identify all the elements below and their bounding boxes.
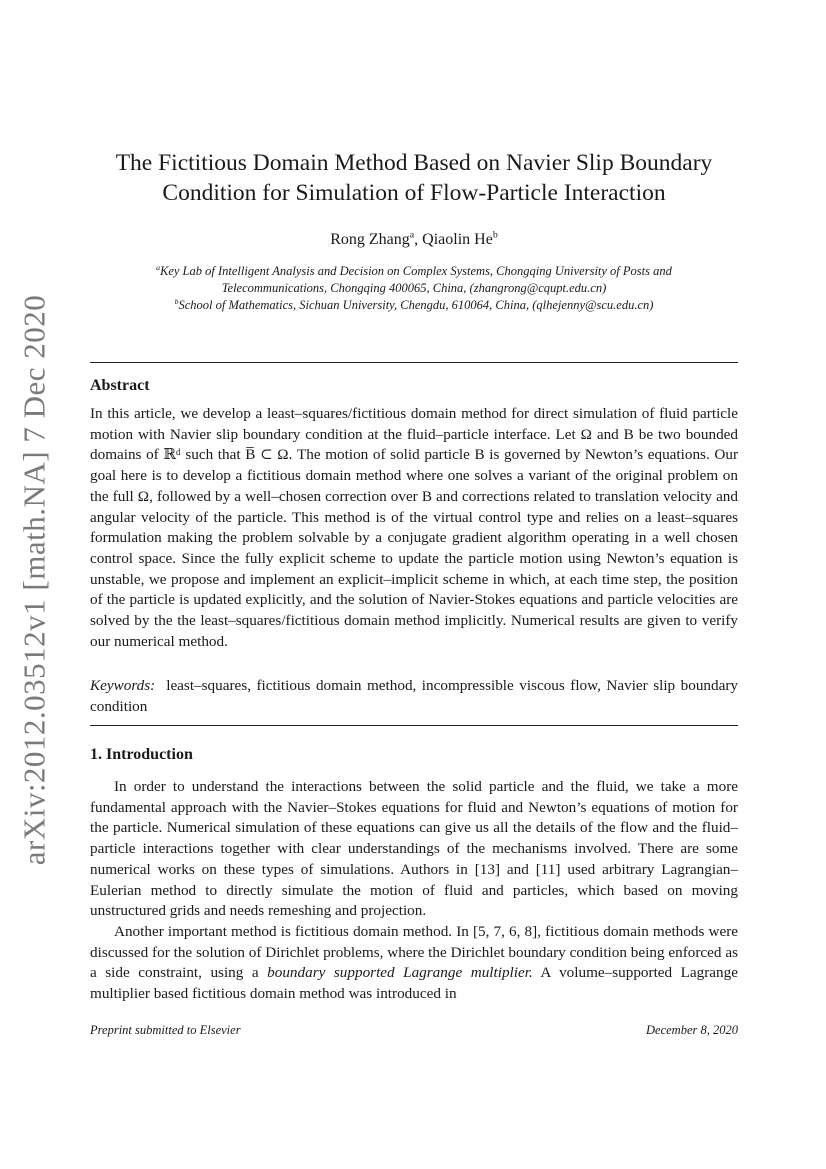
affiliation-a: [90, 263, 738, 280]
affiliation-b: [90, 297, 738, 314]
keywords-label: Keywords:: [90, 677, 156, 694]
author-name: Qiaolin He: [422, 231, 493, 248]
bottom-divider: [90, 725, 738, 726]
author-list: [90, 231, 738, 249]
affiliation-text: School of Mathematics, Sichuan University, Chengdu, 610064, China, (qlhejenny@scu.edu.cn): [178, 298, 654, 312]
keywords: [90, 676, 738, 717]
introduction-body: [90, 777, 738, 1005]
affiliations: [90, 263, 738, 314]
paragraph-text: Another important method is fictitious domain method. In [5, 7, 6, 8], fictitious domain methods were discussed for the solution of Dirichlet problems, where the Dirichlet boundary condition being enforced as a side constraint, using a: [90, 922, 738, 982]
affiliation-a-continued: Telecommunications, Chongqing 400065, China, (zhangrong@cqupt.edu.cn): [221, 281, 607, 295]
page-footer: [90, 1023, 738, 1038]
emphasis-text: boundary supported Lagrange multiplier.: [267, 964, 533, 982]
top-divider: [90, 362, 738, 363]
abstract-heading: Abstract: [90, 377, 150, 394]
paragraph: [90, 922, 738, 1005]
affiliation-marker: a: [156, 262, 160, 272]
section-heading-introduction: 1. Introduction: [90, 746, 193, 763]
paper-title: [90, 148, 738, 208]
title-line-2: Condition for Simulation of Flow-Particle Interaction: [162, 180, 666, 206]
arxiv-sidebar-stamp: [12, 294, 56, 866]
author-name: Rong Zhang: [330, 231, 410, 248]
keywords-list: least–squares, fictitious domain method, incompressible viscous flow, Navier slip boundary condition: [90, 677, 738, 715]
affiliation-marker: b: [174, 296, 179, 306]
affiliation-marker: b: [492, 229, 498, 241]
footer-date: December 8, 2020: [646, 1023, 738, 1037]
paragraph: In order to understand the interactions between the solid particle and the fluid, we take a more fundamental approach with the Navier–Stokes equations for fluid and Newton’s equations of motion for the particle. Numerical simulation of these equations can give us all the details of the flow and the fluid–particle interactions together with clear understandings of the mechanisms involved. There are some numerical works on these types of simulations. Authors in [13] and [11] used arbitrary Lagrangian–Eulerian method to directly simulate the motion of fluid and particles, which based on moving unstructured grids and needs remeshing and projection.: [90, 778, 738, 920]
arxiv-identifier: arXiv:2012.03512v1 [math.NA] 7 Dec 2020: [16, 294, 52, 866]
abstract-text: In this article, we develop a least–squares/fictitious domain method for direct simulation of fluid particle motion with Navier slip boundary condition at the fluid–particle interface. Let Ω and B be two bounded domains of ℝᵈ such that B̅ ⊂ Ω. The motion of solid particle B is governed by Newton’s equations. Our goal here is to develop a fictitious domain method where one solves a variant of the original problem on the full Ω, followed by a well–chosen correction over B and corrections related to translation velocity and angular velocity of the particle. This method is of the virtual control type and relies on a least–squares formulation making the problem solvable by a conjugate gradient algorithm operating in a well chosen control space. Since the fully explicit scheme to update the particle motion using Newton’s equation is unstable, we propose and implement an explicit–implicit scheme in which, at each time step, the position of the particle is updated explicitly, and the solution of Navier-Stokes equations and particle velocities are solved by the the least–squares/fictitious domain method implicitly. Numerical results are given to verify our numerical method.: [90, 405, 738, 650]
paragraph-text: A volume–supported Lagrange multiplier based fictitious domain method was introduced in: [90, 964, 738, 1003]
affiliation-marker: a: [409, 229, 415, 241]
footer-preprint-note: Preprint submitted to Elsevier: [90, 1023, 241, 1037]
author-separator: ,: [414, 231, 423, 248]
affiliation-text: Key Lab of Intelligent Analysis and Decision on Complex Systems, Chongqing University of Posts and: [160, 264, 672, 278]
title-line-1: The Fictitious Domain Method Based on Navier Slip Boundary: [115, 150, 713, 176]
